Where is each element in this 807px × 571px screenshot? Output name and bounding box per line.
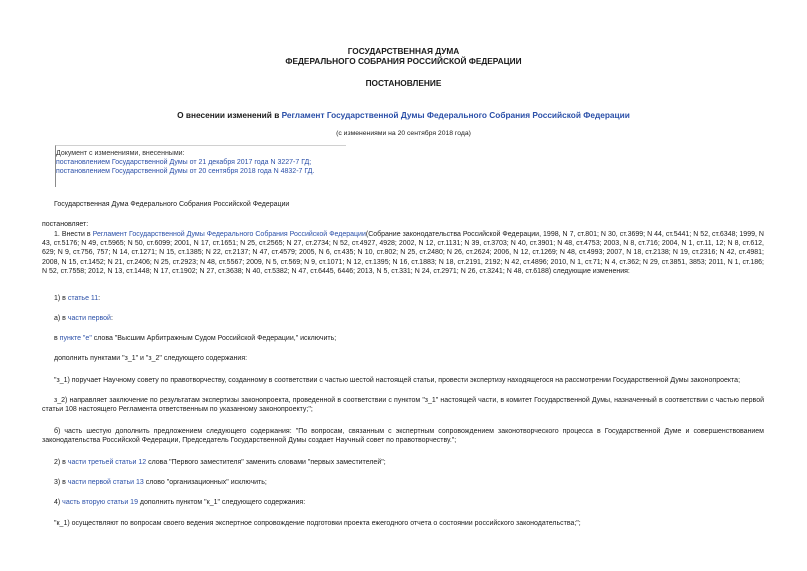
header-line-2: ФЕДЕРАЛЬНОГО СОБРАНИЯ РОССИЙСКОЙ ФЕДЕРАЦИИ [285,56,522,66]
item-b: б) часть шестую дополнить предложением следующего содержания: "По вопросам, связанным с экспертным сопровождением законотворческого процесса в Государственной Думе и совершенствованием законодательства Российской Федерации, Председатель Государственной Думы создает Научный совет по правотворчеству."; [42,428,764,445]
item-a [42,314,764,323]
item-a-1 [42,334,764,343]
point-z1: "з_1) поручает Научному совету по правотворчеству, созданному в соответствии с частью шестой настоящей статьи, провести экспертизу находящегося на рассмотрении Государственной Думы законопроекта; [54,377,741,384]
changes-box [55,145,346,187]
change-link-2[interactable]: постановлением Государственной Думы от 20 сентября 2018 года N 4832-7 ГД. [56,168,315,176]
a1-suffix: слова "Высшим Арбитражным Судом Российской Федерации," исключить; [91,335,337,342]
item2-suffix: слова "Первого заместителя" заменить словами "первых заместителей"; [146,459,386,466]
issuer: Государственная Дума Федерального Собрания Российской Федерации [54,201,290,208]
a1-prefix: в [54,335,60,342]
resolves-text: постановляет: [42,221,89,228]
item-1 [42,294,764,303]
revision-note: (с изменениями на 20 сентября 2018 года) [336,130,471,137]
item3-prefix: 3) в [54,479,68,486]
item1-prefix: 1) в [54,295,68,302]
link-point-e[interactable]: пункте "е" [59,335,92,342]
a-suffix: : [110,315,113,322]
item4-prefix: 4) [54,499,63,506]
header-line-1: ГОСУДАРСТВЕННАЯ ДУМА [347,46,460,56]
item-3 [42,478,764,487]
item2-prefix: 2) в [54,459,68,466]
point-k1: "к_1) осуществляют по вопросам своего ведения экспертное сопровождение подготовки проекта ежегодного отчета о состоянии российского законодательства;"; [54,520,581,527]
document-type: ПОСТАНОВЛЕНИЕ [365,78,442,88]
link-part-one[interactable]: части первой [67,315,111,322]
a-prefix: а) в [54,315,68,322]
change-link-1[interactable]: постановлением Государственной Думы от 21 декабря 2017 года N 3227-7 ГД; [56,159,312,167]
paragraph-1 [42,230,764,276]
title-link-reglament[interactable]: Регламент Государственной Думы Федерального Собрания Российской Федерации [281,110,630,120]
p1-text: (Собрание законодательства Российской Федерации, 1998, N 7, ст.801; N 30, ст.3699; N 44, ст.5441; N 52, ст.6348; 1999, N 43, ст.5176; N 49, ст.5965; N 50, ст.6099; 2001, N 17, ст.1651; N 25, ст.2565; N 27, ст.2734; N 52, ст.4927, 4928; 2002, N 12, ст.1131; N 39, ст.3703; N 40, ст.3901; N 48, ст.4753; 2003, N 8, ст.716; 2004, N 1, ст.11, 12; N 8, ст.612, 629; N 9, ст.756, 757; N 14, ст.1271; N 15, ст.1385; N 22, ст.2137; N 47, ст.4579; 2005, N 6, ст.435; N 10, ст.802; N 25, ст.2480; N 26, ст.2624; 2006, N 12, ст.1269; N 48, ст.4993; 2007, N 18, ст.2138; N 19, ст.2316; N 42, ст.4981; 2008, N 15, ст.1452; N 21, ст.2406; N 25, ст.2923; N 48, ст.5567; 2009, N 5, ст.569; N 9, ст.1071; N 12, ст.1395; N 16, ст.1883; N 18, ст.2191, 2192; N 42, ст.4896; 2010, N 1, ст.71; N 4, ст.362; N 29, ст.3851, 3853; 2011, N 1, ст.186; N 52, ст.7558; 2012, N 13, ст.1448; N 17, ст.1902; N 27, ст.3638; N 40, ст.5382; N 47, ст.6445, 6446; 2013, N 5, ст.331; N 24, ст.2971; N 26, ст.3241; N 48, ст.6188) следующие изменения: [42,231,764,275]
link-article-19[interactable]: часть вторую статьи 19 [62,499,138,506]
item1-suffix: : [98,295,101,302]
document-title [0,110,807,121]
changes-box-heading: Документ с изменениями, внесенными: [56,150,185,157]
title-prefix: О внесении изменений в [177,110,282,120]
p1-prefix: 1. Внести в [54,231,93,238]
link-article-13[interactable]: части первой статьи 13 [67,479,144,486]
item3-suffix: слово "организационных" исключить; [143,479,267,486]
link-article-11[interactable]: статье 11 [67,295,99,302]
item-a-2: дополнить пунктами "з_1" и "з_2" следующего содержания: [54,355,248,362]
item4-suffix: дополнить пунктом "к_1" следующего содержания: [137,499,306,506]
p1-link-reglament[interactable]: Регламент Государственной Думы Федерального Собрания Российской Федерации [92,231,366,238]
item-2 [42,458,764,467]
link-article-12[interactable]: части третьей статьи 12 [67,459,147,466]
item-4 [42,498,764,507]
point-z2: з_2) направляет заключение по результатам экспертизы законопроекта, проведенной в соответствии с пунктом "з_1" настоящей части, в комитет Государственной Думы, назначенный в соответствии с частью первой статьи 108 настоящего Регламента ответственным по указанному законопроекту;"; [42,397,764,414]
